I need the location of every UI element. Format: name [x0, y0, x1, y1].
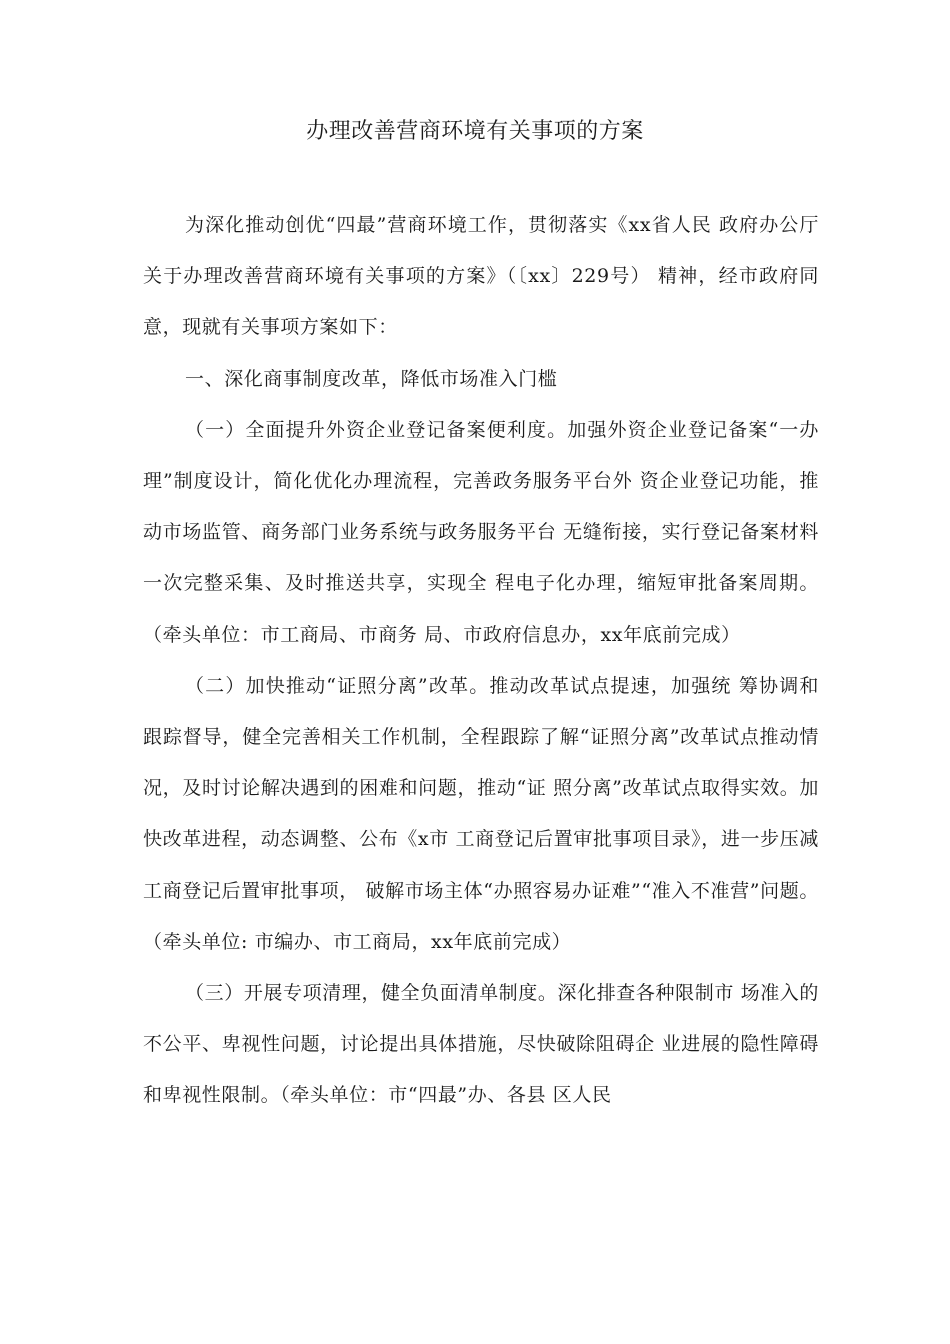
item-paragraph-1: （一）全面提升外资企业登记备案便利度。加强外资企业登记备案“一办理”制度设计，简化优化办理流程，完善政务服务平台外 资企业登记功能，推动市场监管、商务部门业务系统与政务服务平台 无缝衔接，实行登记备案材料一次完整采集、及时推送共享，实现全 程电子化办理，缩短审批备案周期。（牵头单位：市工商局、市商务 局、市政府信息办，xx年底前完成） — [143, 418, 819, 646]
document-title: 办理改善营商环境有关事项的方案 — [306, 119, 644, 144]
item-paragraph-2: （二）加快推动“证照分离”改革。推动改革试点提速，加强统 筹协调和跟踪督导，健全完善相关工作机制，全程跟踪了解“证照分离”改革试点推动情况，及时讨论解决遇到的困难和问题，推动“证 照分离”改革试点取得实效。加快改革进程，动态调整、公布《x市 工商登记后置审批事项目录》，进一步压减工商登记后置审批事项， 破解市场主体“办照容易办证难”“准入不准营”问题。（牵头单位: 市编办、市工商局，xx年底前完成） — [143, 674, 819, 953]
item-paragraph-3: （三）开展专项清理，健全负面清单制度。深化排查各种限制市 场准入的不公平、卑视性问题，讨论提出具体措施，尽快破除阻碍企 业进展的隐性障碍和卑视性限制。（牵头单位：市“四最”办、各县 区人民 — [143, 982, 819, 1107]
document-body — [143, 200, 819, 1122]
section-heading-1: 一、深化商事制度改革，降低市场准入门槛 — [185, 367, 558, 390]
intro-paragraph: 为深化推动创优“四最”营商环境工作，贯彻落实《xx省人民 政府办公厅关于办理改善营商环境有关事项的方案》（〔xx〕229号） 精神，经市政府同意，现就有关事项方案如下： — [143, 214, 819, 339]
